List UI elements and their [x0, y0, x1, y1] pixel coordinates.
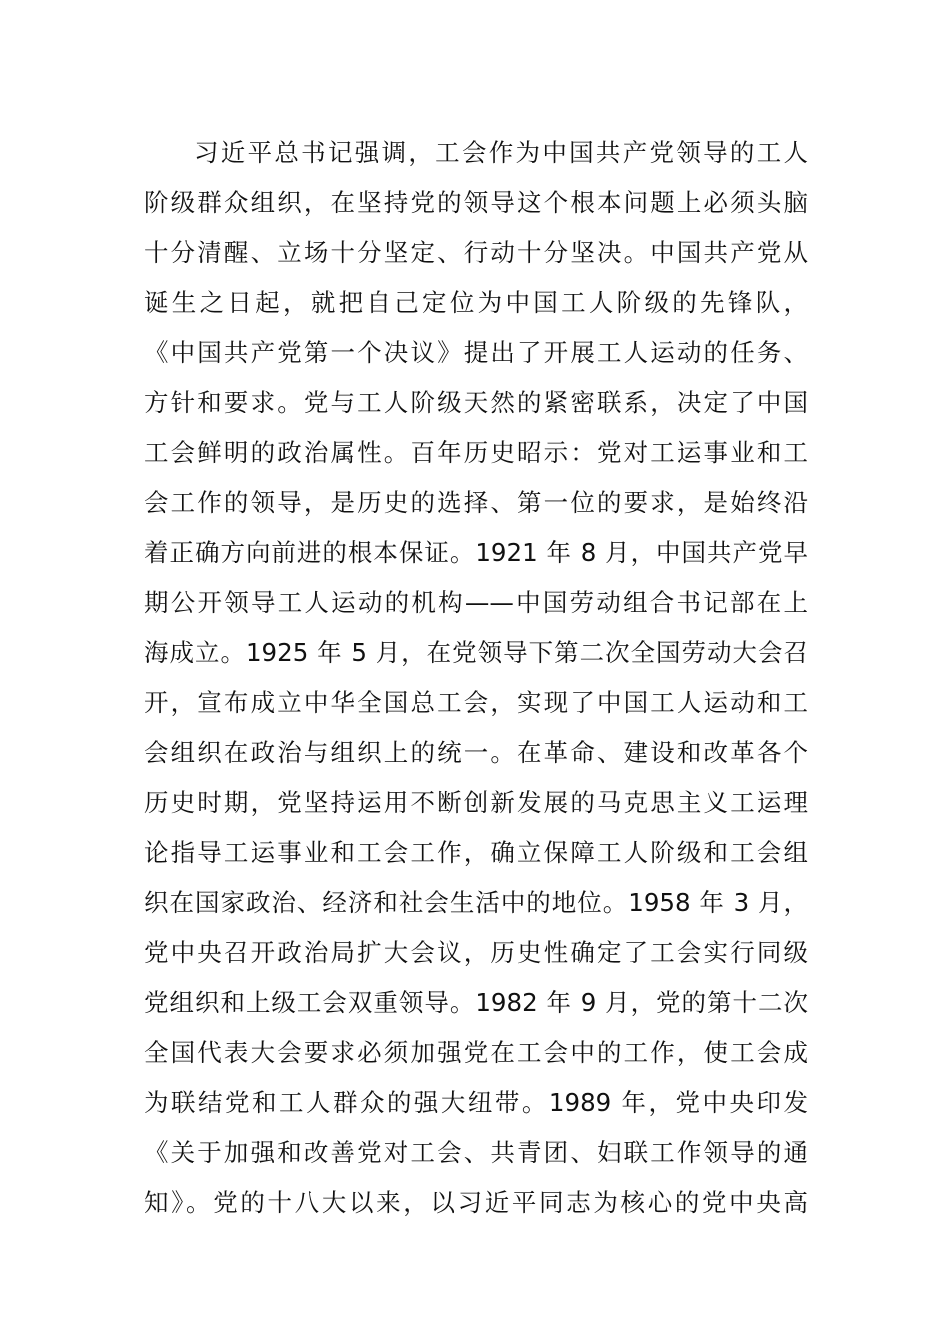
- text-line: 《关于加强和改善党对工会、共青团、妇联工作领导的通: [144, 1138, 808, 1167]
- text-line: 会工作的领导，是历史的选择、第一位的要求，是始终沿: [144, 488, 808, 517]
- text-line: 着正确方向前进的根本保证。1921 年 8 月，中国共产党早: [144, 538, 808, 567]
- text-line: 为联结党和工人群众的强大纽带。1989 年，党中央印发: [144, 1088, 808, 1117]
- text-line: 开，宣布成立中华全国总工会，实现了中国工人运动和工: [144, 688, 808, 717]
- text-line: 全国代表大会要求必须加强党在工会中的工作，使工会成: [144, 1038, 808, 1067]
- text-line: 阶级群众组织，在坚持党的领导这个根本问题上必须头脑: [144, 188, 808, 217]
- text-line: 织在国家政治、经济和社会生活中的地位。1958 年 3 月，: [144, 888, 808, 917]
- text-line: 党中央召开政治局扩大会议，历史性确定了工会实行同级: [144, 938, 808, 967]
- text-line: 习近平总书记强调，工会作为中国共产党领导的工人: [194, 138, 808, 167]
- text-line: 《中国共产党第一个决议》提出了开展工人运动的任务、: [144, 338, 808, 367]
- text-line: 诞生之日起，就把自己定位为中国工人阶级的先锋队，: [144, 288, 808, 317]
- text-line: 党组织和上级工会双重领导。1982 年 9 月，党的第十二次: [144, 988, 808, 1017]
- text-line: 历史时期，党坚持运用不断创新发展的马克思主义工运理: [144, 788, 808, 817]
- text-line: 方针和要求。党与工人阶级天然的紧密联系，决定了中国: [144, 388, 808, 417]
- text-line: 海成立。1925 年 5 月，在党领导下第二次全国劳动大会召: [144, 638, 808, 667]
- text-line: 会组织在政治与组织上的统一。在革命、建设和改革各个: [144, 738, 808, 767]
- text-line: 知》。党的十八大以来，以习近平同志为核心的党中央高: [144, 1188, 808, 1217]
- body-paragraph: [144, 128, 808, 1228]
- text-line: 期公开领导工人运动的机构——中国劳动组合书记部在上: [144, 588, 808, 617]
- text-line: 十分清醒、立场十分坚定、行动十分坚决。中国共产党从: [144, 238, 808, 267]
- text-line: 论指导工运事业和工会工作，确立保障工人阶级和工会组: [144, 838, 808, 867]
- text-line: 工会鲜明的政治属性。百年历史昭示：党对工运事业和工: [144, 438, 808, 467]
